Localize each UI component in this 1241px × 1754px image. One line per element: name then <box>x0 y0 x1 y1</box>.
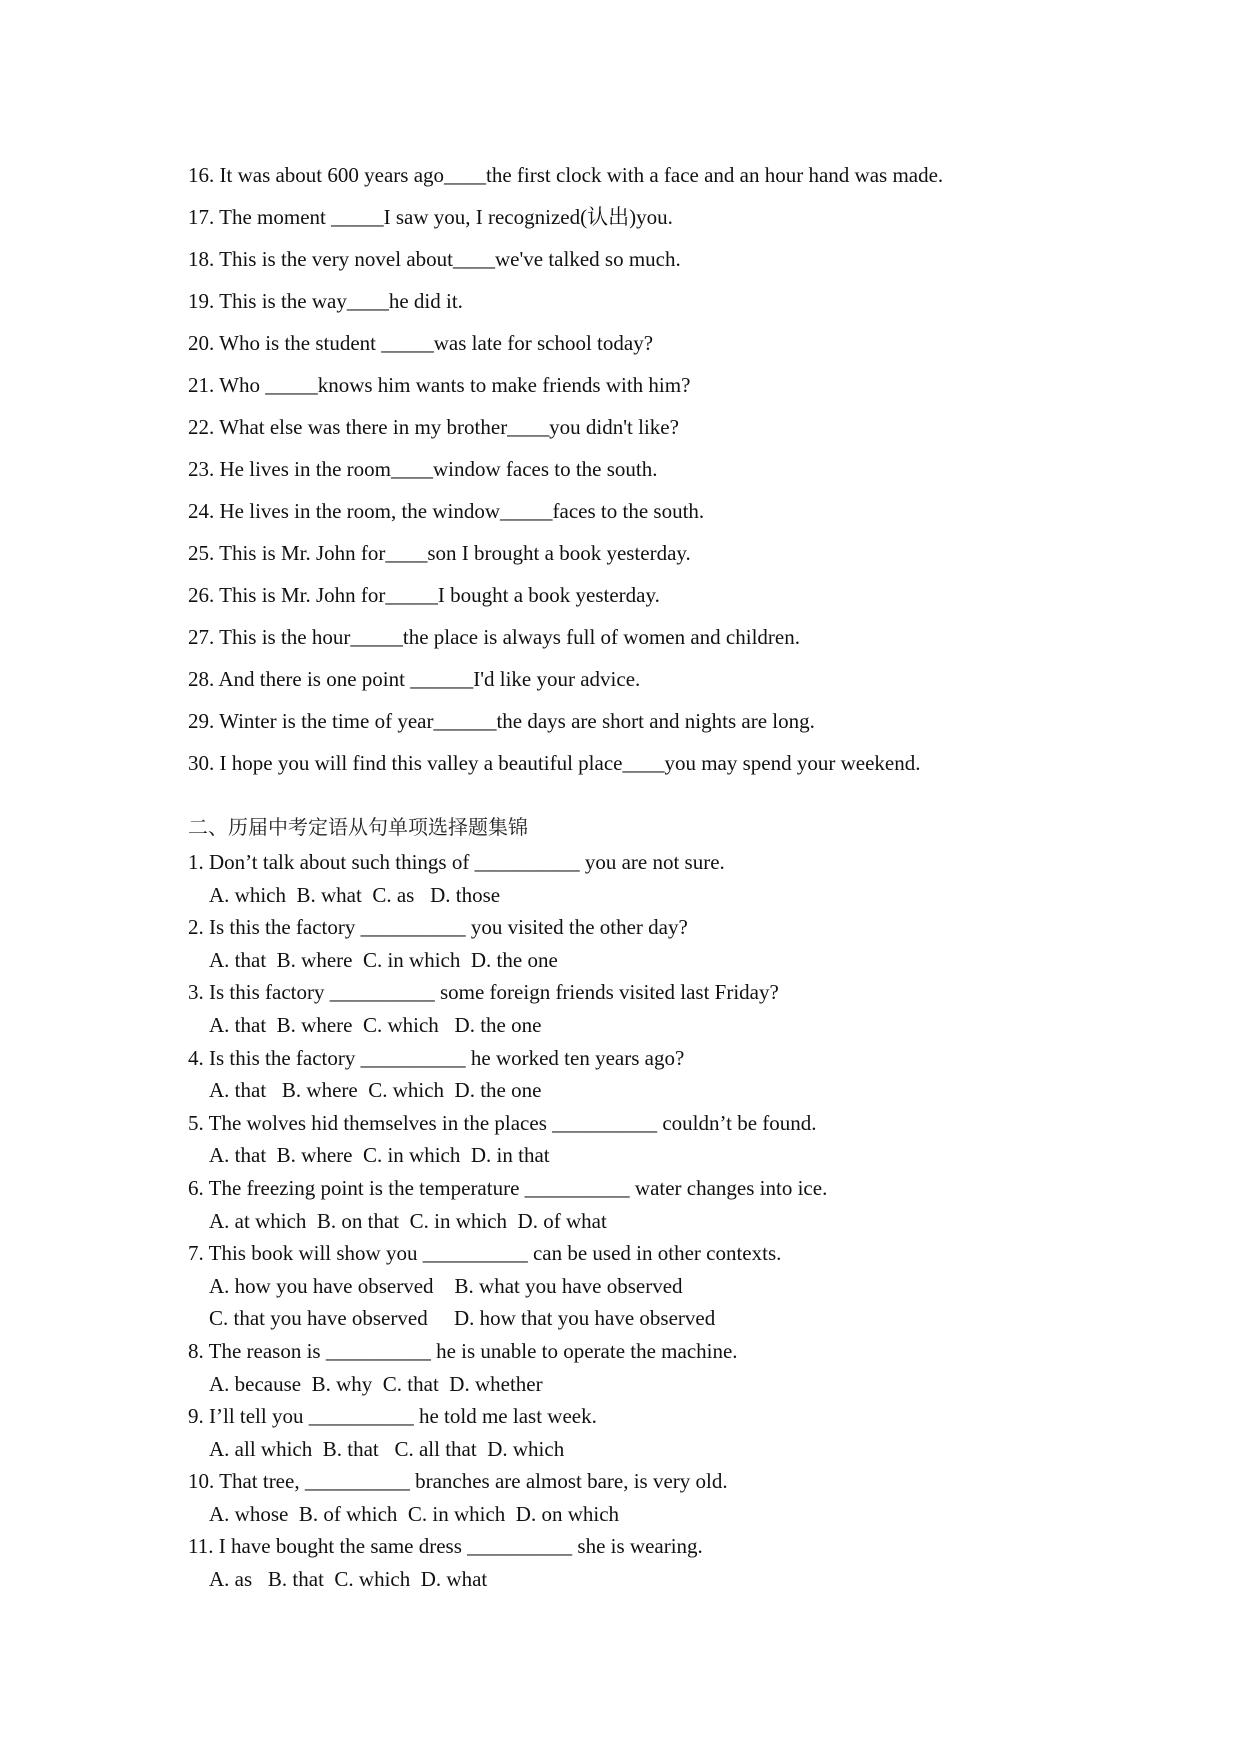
question-24: 24. He lives in the room, the window_____faces to the south. <box>188 499 705 523</box>
question-19: 19. This is the way____he did it. <box>188 289 463 313</box>
mc-options-2: A. that B. where C. in which D. the one <box>209 947 558 972</box>
mc-options-3: A. that B. where C. which D. the one <box>209 1012 542 1037</box>
question-16: 16. It was about 600 years ago____the first clock with a face and an hour hand was made. <box>188 163 944 187</box>
mc-question-5: 5. The wolves hid themselves in the places __________ couldn’t be found. <box>188 1110 817 1135</box>
mc-question-3: 3. Is this factory __________ some foreign friends visited last Friday? <box>188 980 779 1005</box>
mc-question-11: 11. I have bought the same dress __________ she is wearing. <box>188 1534 703 1559</box>
mc-options-1: A. which B. what C. as D. those <box>209 882 501 907</box>
section-heading: 二、历届中考定语从句单项选择题集锦 <box>188 815 528 839</box>
mc-question-2: 2. Is this the factory __________ you visited the other day? <box>188 915 688 940</box>
mc-question-8: 8. The reason is __________ he is unable to operate the machine. <box>188 1338 738 1363</box>
mc-options-7b: C. that you have observed D. how that you have observed <box>209 1306 716 1331</box>
mc-options-9: A. all which B. that C. all that D. which <box>209 1436 565 1461</box>
mc-question-10: 10. That tree, __________ branches are almost bare, is very old. <box>188 1469 728 1494</box>
question-30: 30. I hope you will find this valley a beautiful place____you may spend your weekend. <box>188 751 921 775</box>
question-22: 22. What else was there in my brother____you didn't like? <box>188 415 679 439</box>
question-25: 25. This is Mr. John for____son I brought a book yesterday. <box>188 541 691 565</box>
mc-question-4: 4. Is this the factory __________ he worked ten years ago? <box>188 1045 685 1070</box>
fill-in-question-list <box>188 160 1188 790</box>
multiple-choice-list <box>188 847 1188 1597</box>
question-18: 18. This is the very novel about____we've talked so much. <box>188 247 681 271</box>
question-27: 27. This is the hour_____the place is always full of women and children. <box>188 625 800 649</box>
question-28: 28. And there is one point ______I'd like your advice. <box>188 667 641 691</box>
mc-question-7: 7. This book will show you __________ can be used in other contexts. <box>188 1241 782 1266</box>
mc-options-11: A. as B. that C. which D. what <box>209 1567 488 1592</box>
question-26: 26. This is Mr. John for_____I bought a book yesterday. <box>188 583 660 607</box>
mc-options-5: A. that B. where C. in which D. in that <box>209 1143 550 1168</box>
question-23: 23. He lives in the room____window faces to the south. <box>188 457 658 481</box>
question-29: 29. Winter is the time of year______the days are short and nights are long. <box>188 709 815 733</box>
question-17: 17. The moment _____I saw you, I recognized(认出)you. <box>188 205 673 229</box>
mc-question-9: 9. I’ll tell you __________ he told me last week. <box>188 1404 597 1429</box>
mc-options-4: A. that B. where C. which D. the one <box>209 1078 542 1103</box>
mc-options-10: A. whose B. of which C. in which D. on which <box>209 1501 620 1526</box>
mc-question-1: 1. Don’t talk about such things of __________ you are not sure. <box>188 850 725 874</box>
question-21: 21. Who _____knows him wants to make friends with him? <box>188 373 691 397</box>
mc-options-6: A. at which B. on that C. in which D. of what <box>209 1208 607 1233</box>
mc-options-8: A. because B. why C. that D. whether <box>209 1371 543 1396</box>
mc-options-7a: A. how you have observed B. what you have observed <box>209 1273 683 1298</box>
mc-question-6: 6. The freezing point is the temperature __________ water changes into ice. <box>188 1175 828 1200</box>
question-20: 20. Who is the student _____was late for school today? <box>188 331 654 355</box>
